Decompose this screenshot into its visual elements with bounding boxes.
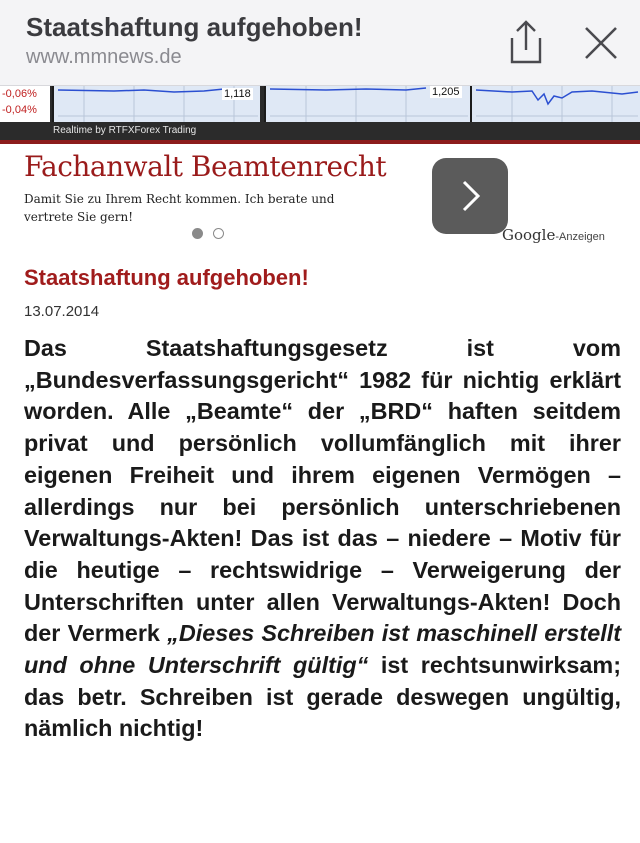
chevron-right-icon <box>432 158 508 234</box>
page-title: Staatshaftung aufgehoben! <box>26 12 363 42</box>
carousel-dot-active[interactable] <box>192 228 203 239</box>
google-suffix: -Anzeigen <box>555 231 605 243</box>
carousel-dots <box>192 228 232 240</box>
article-body-quote: „Dieses Schreiben ist maschinell erstellt und ohne Unterschrift gültig“ <box>24 620 621 679</box>
ticker-change: -0,04% <box>2 104 37 116</box>
ticker-value: 1,118 <box>224 88 251 100</box>
article-date: 13.07.2014 <box>24 303 100 320</box>
ticker-change: -0,06% <box>2 88 37 100</box>
google-ads-label[interactable] <box>502 226 605 244</box>
article-body <box>24 333 621 745</box>
carousel-dot[interactable] <box>213 228 224 239</box>
close-icon[interactable] <box>580 22 622 64</box>
ticker-change-labels <box>0 86 50 122</box>
ticker-footer <box>0 122 640 140</box>
browser-header <box>0 0 640 86</box>
ad-title[interactable]: Fachanwalt Beamtenrecht <box>24 150 387 183</box>
article-body-intro: Das Staatshaftungsgesetz ist vom „Bundesverfassungsgericht“ 1982 für nichtig erklärt worden. Alle „Beamte“ der „BRD“ haften seitdem privat und persönlich vollumfänglich mit ihrer eigenen Freiheit und ihrem eigenen Vermögen – allerdings nur bei persönlich unterschriebenen Verwaltungs-Akten! Das ist das – niedere – Motiv für die heutige – rechtswidrige – Verweigerung der Unterschriften unter allen Verwaltungs-Akten! Doch der Vermerk <box>24 335 621 647</box>
ticker-value: 1,205 <box>432 86 460 98</box>
share-icon[interactable] <box>504 18 548 66</box>
article-title: Staatshaftung aufgehoben! <box>24 265 309 290</box>
forex-ticker <box>0 86 640 140</box>
ad-next-button[interactable] <box>432 158 508 234</box>
ticker-chart[interactable] <box>470 86 640 122</box>
article-body-outro: ist rechtsunwirksam; das betr. Schreiben ist gerade deswegen ungültig, nämlich nichtig! <box>24 652 621 742</box>
page-url[interactable]: www.mmnews.de <box>26 46 182 68</box>
ticker-credit[interactable]: Realtime by RTFXForex Trading <box>53 125 197 136</box>
ad-banner[interactable] <box>0 140 640 258</box>
google-brand: Google <box>502 226 556 244</box>
ad-text[interactable]: Damit Sie zu Ihrem Recht kommen. Ich berate und vertrete Sie gern! <box>24 192 335 224</box>
